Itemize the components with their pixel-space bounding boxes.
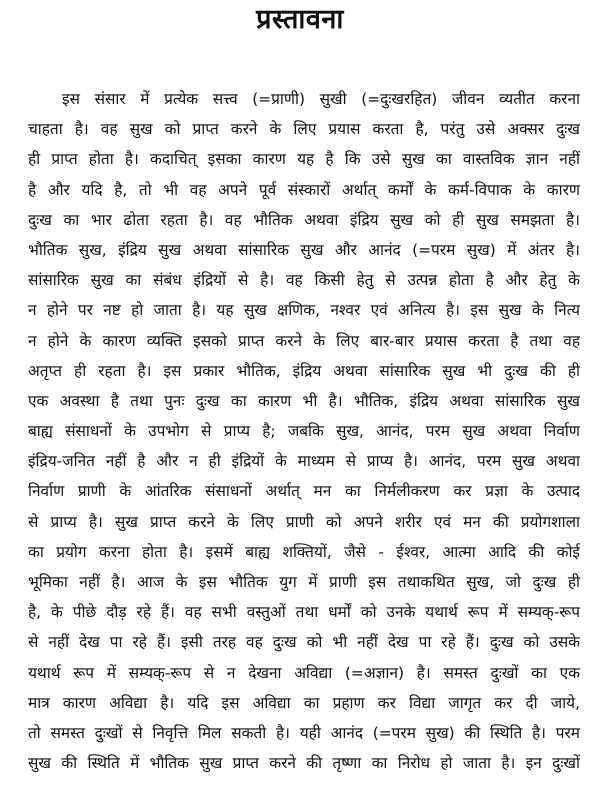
text-line: एक अवस्था है तथा पुनः दुःख का कारण भी है। भौतिक, इंद्रिय अथवा सांसारिक सुख: [28, 391, 580, 410]
text-line: तो समस्त दुःखों से निवृत्ति मिल सकती है। यही आनंद (=परम सुख) की स्थिति है। परम: [28, 723, 580, 742]
text-line: निर्वाण प्राणी के आंतरिक संसाधनों अर्थात् मन का निर्मलीकरण कर प्रज्ञा के उत्पाद: [28, 482, 580, 501]
text-line: है, के पीछे दौड़ रहे हैं। वह सभी वस्तुओं तथा धर्मों को उनके यथार्थ रूप में सम्यक्-रूप: [28, 603, 580, 622]
text-line: भौतिक सुख, इंद्रिय सुख अथवा सांसारिक सुख और आनंद (=परम सुख) में अंतर है।: [28, 240, 580, 259]
text-line: न होने के कारण व्यक्ति इसको प्राप्त करने के लिए बार-बार प्रयास करता है तथा वह: [28, 331, 580, 350]
text-line: सुख की स्थिति में भौतिक सुख प्राप्त करने की तृष्णा का निरोध हो जाता है। इन दुःखों: [28, 754, 580, 773]
text-line: से नहीं देख पा रहे हैं। इसी तरह वह दुःख को भी नहीं देख पा रहे हैं। दुःख को उसके: [28, 633, 580, 652]
text-line: इस संसार में प्रत्येक सत्त्व (=प्राणी) सुखी (=दुःखरहित) जीवन व्यतीत करना: [62, 90, 580, 108]
text-line: का प्रयोग करना होता है। इसमें बाह्य शक्तियों, जैसे - ईश्वर, आत्मा आदि की कोई: [28, 542, 580, 561]
text-line: भूमिका नहीं है। आज के इस भौतिक युग में प्राणी इस तथाकथित सुख, जो दुःख ही: [28, 573, 580, 591]
body-paragraph: [28, 84, 580, 778]
text-line: ही प्राप्त होता है। कदाचित् इसका कारण यह है कि उसे सुख का वास्तविक ज्ञान नहीं: [28, 150, 580, 169]
text-line: दुःख का भार ढोता रहता है। वह भौतिक अथवा इंद्रिय सुख को ही सुख समझता है।: [28, 210, 580, 229]
text-line: सांसारिक सुख का संबंध इंद्रियों से है। वह किसी हेतु से उत्पन्न होता है और हेतु के: [28, 271, 580, 290]
text-line: इंद्रिय-जनित नहीं है और न ही इंद्रियों के माध्यम से प्राप्य है। आनंद, परम सुख अथवा: [28, 452, 580, 471]
text-line: चाहता है। वह सुख को प्राप्त करने के लिए प्रयास करता है, परंतु उसे अक्सर दुःख: [28, 120, 580, 139]
page-title: प्रस्तावना: [256, 4, 344, 35]
text-line: मात्र कारण अविद्या है। यदि इस अविद्या का प्रहाण कर विद्या जागृत कर दी जाये,: [28, 693, 580, 712]
text-line: है और यदि है, तो भी वह अपने पूर्व संस्कारों अर्थात् कर्मों के कर्म-विपाक के कारण: [28, 180, 580, 199]
text-line: बाह्य संसाधनों के उपभोग से प्राप्य है; जबकि सुख, आनंद, परम सुख अथवा निर्वाण: [28, 422, 580, 441]
text-line: यथार्थ रूप में सम्यक्-रूप से न देखना अविद्या (=अज्ञान) है। समस्त दुःखों का एक: [28, 663, 580, 682]
text-line: अतृप्त ही रहता है। इस प्रकार भौतिक, इंद्रिय अथवा सांसारिक सुख भी दुःख की ही: [28, 361, 580, 380]
text-line: न होने पर नष्ट हो जाता है। यह सुख क्षणिक, नश्वर एवं अनित्य है। इस सुख के नित्य: [28, 301, 580, 320]
text-line: से प्राप्य है। सुख प्राप्त करने के लिए प्राणी को अपने शरीर एवं मन की प्रयोगशाला: [28, 512, 580, 531]
